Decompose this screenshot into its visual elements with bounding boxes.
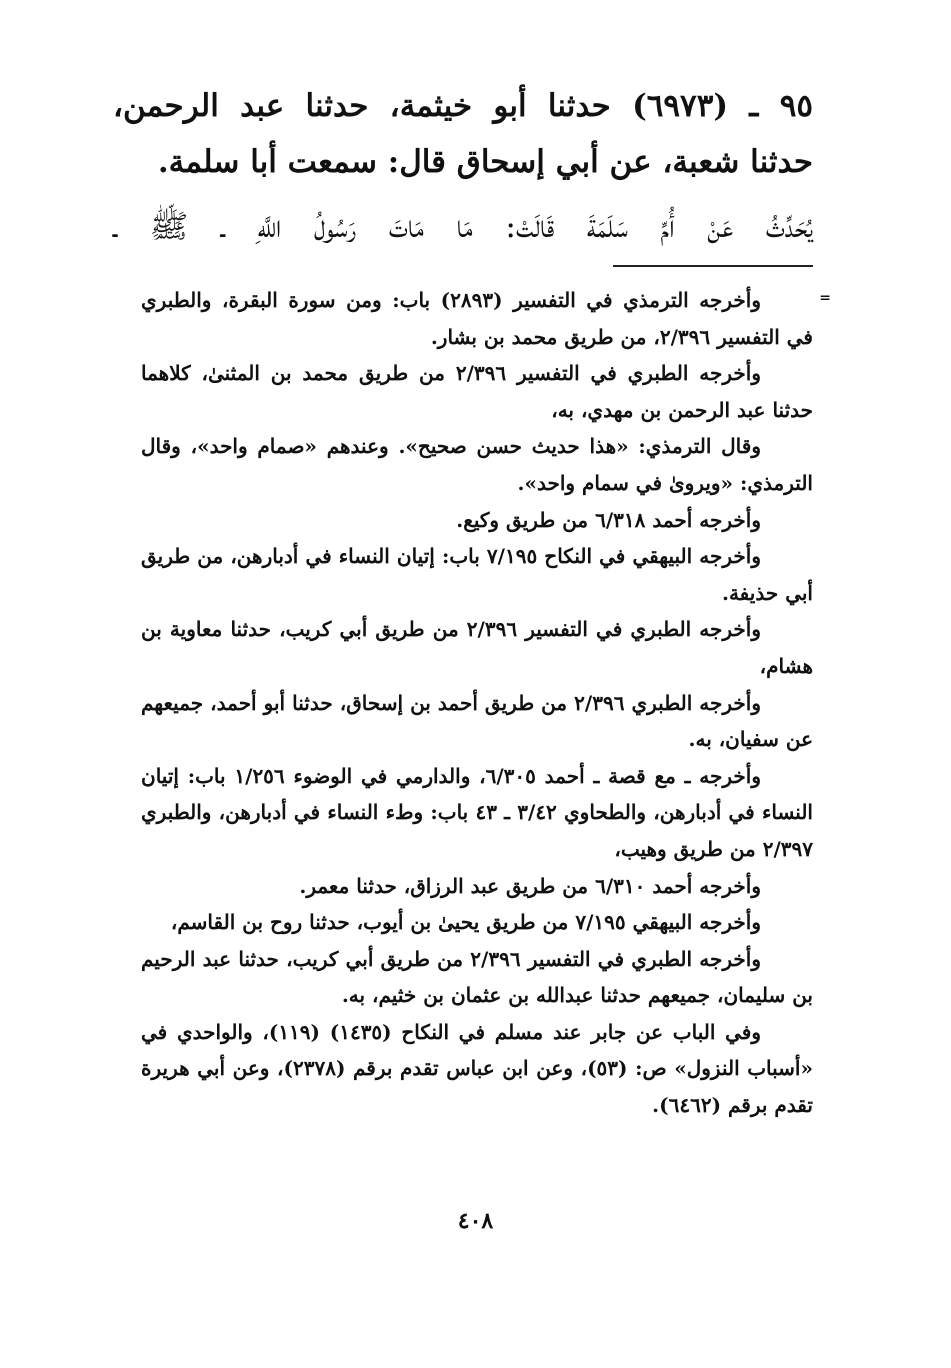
- footnote-paragraph: وأخرجه الطبري ٢/٣٩٦ من طريق أحمد بن إسحاق، حدثنا أبو أحمد، جميعهم عن سفيان، به.: [141, 690, 813, 752]
- footnote-paragraph: وأخرجه الطبري في التفسير ٢/٣٩٦ من طريق محمد بن المثنىٰ، كلاهما حدثنا عبد الرحمن بن مهدي، به،: [141, 361, 813, 422]
- footnote-paragraph: وأخرجه الطبري في التفسير ٢/٣٩٦ من طريق أبي كريب، حدثنا معاوية بن هشام،: [141, 617, 813, 678]
- hadith-matn-line: يُحَدِّثُ عَنْ أُمِّ سَلَمَةَ قَالَتْ: مَا مَاتَ رَسُولُ اللَّهِ ـ ﷺ ـ: [113, 207, 813, 245]
- footnote-paragraph: وأخرجه أحمد ٦/٣١٠ من طريق عبد الرزاق، حدثنا معمر.: [299, 873, 761, 898]
- hadith-isnad-line-1: ٩٥ ـ (٦٩٧٣) حدثنا أبو خيثمة، حدثنا عبد الرحمن،: [113, 88, 813, 124]
- footnote-paragraph: وأخرجه البيهقي ٧/١٩٥ من طريق يحيىٰ بن أيوب، حدثنا روح بن القاسم،: [170, 910, 761, 935]
- footnote-paragraph: وأخرجه البيهقي في النكاح ٧/١٩٥ باب: إتيان النساء في أدبارهن، من طريق أبي حذيفة.: [141, 544, 813, 605]
- footnotes: [141, 282, 813, 1124]
- footnote-paragraph: وأخرجه ـ مع قصة ـ أحمد ٦/٣٠٥، والدارمي في الوضوء ١/٢٥٦ باب: إتيان النساء في أدبارهن، والطحاوي ٣/٤٢ ـ ٤٣ باب: وطء النساء في أدبارهن، والطبري ٢/٣٩٧ من طريق وهيب،: [141, 763, 813, 861]
- footnote-paragraph: وأخرجه الترمذي في التفسير (٢٨٩٣) باب: ومن سورة البقرة، والطبري في التفسير ٢/٣٩٦، من طريق محمد بن بشار.: [141, 288, 813, 349]
- page-number: ٤٠٨: [457, 1208, 494, 1234]
- footnote-paragraph: وأخرجه أحمد ٦/٣١٨ من طريق وكيع.: [456, 507, 761, 532]
- hadith-main-text: [113, 78, 813, 262]
- footnote-continuation-marker: =: [819, 290, 831, 306]
- footnote-paragraph: وقال الترمذي: «هذا حديث حسن صحيح». وعندهم «صمام واحد»، وقال الترمذي: «ويروىٰ في سمام واحد».: [141, 434, 813, 495]
- footnote-paragraph: وأخرجه الطبري في التفسير ٢/٣٩٦ من طريق أبي كريب، حدثنا عبد الرحيم بن سليمان، جميعهم حدثنا عبدالله بن عثمان بن خثيم، به.: [141, 946, 813, 1008]
- footnote-paragraph: وفي الباب عن جابر عند مسلم في النكاح (١٤٣٥) (١١٩)، والواحدي في «أسباب النزول» ص: (٥٣)، وعن ابن عباس تقدم برقم (٢٣٧٨)، وعن أبي هريرة تقدم برقم (٦٤٦٢).: [141, 1019, 813, 1118]
- footnote-separator: [613, 265, 813, 267]
- hadith-isnad-line-2: حدثنا شعبة، عن أبي إسحاق قال: سمعت أبا سلمة.: [157, 144, 813, 180]
